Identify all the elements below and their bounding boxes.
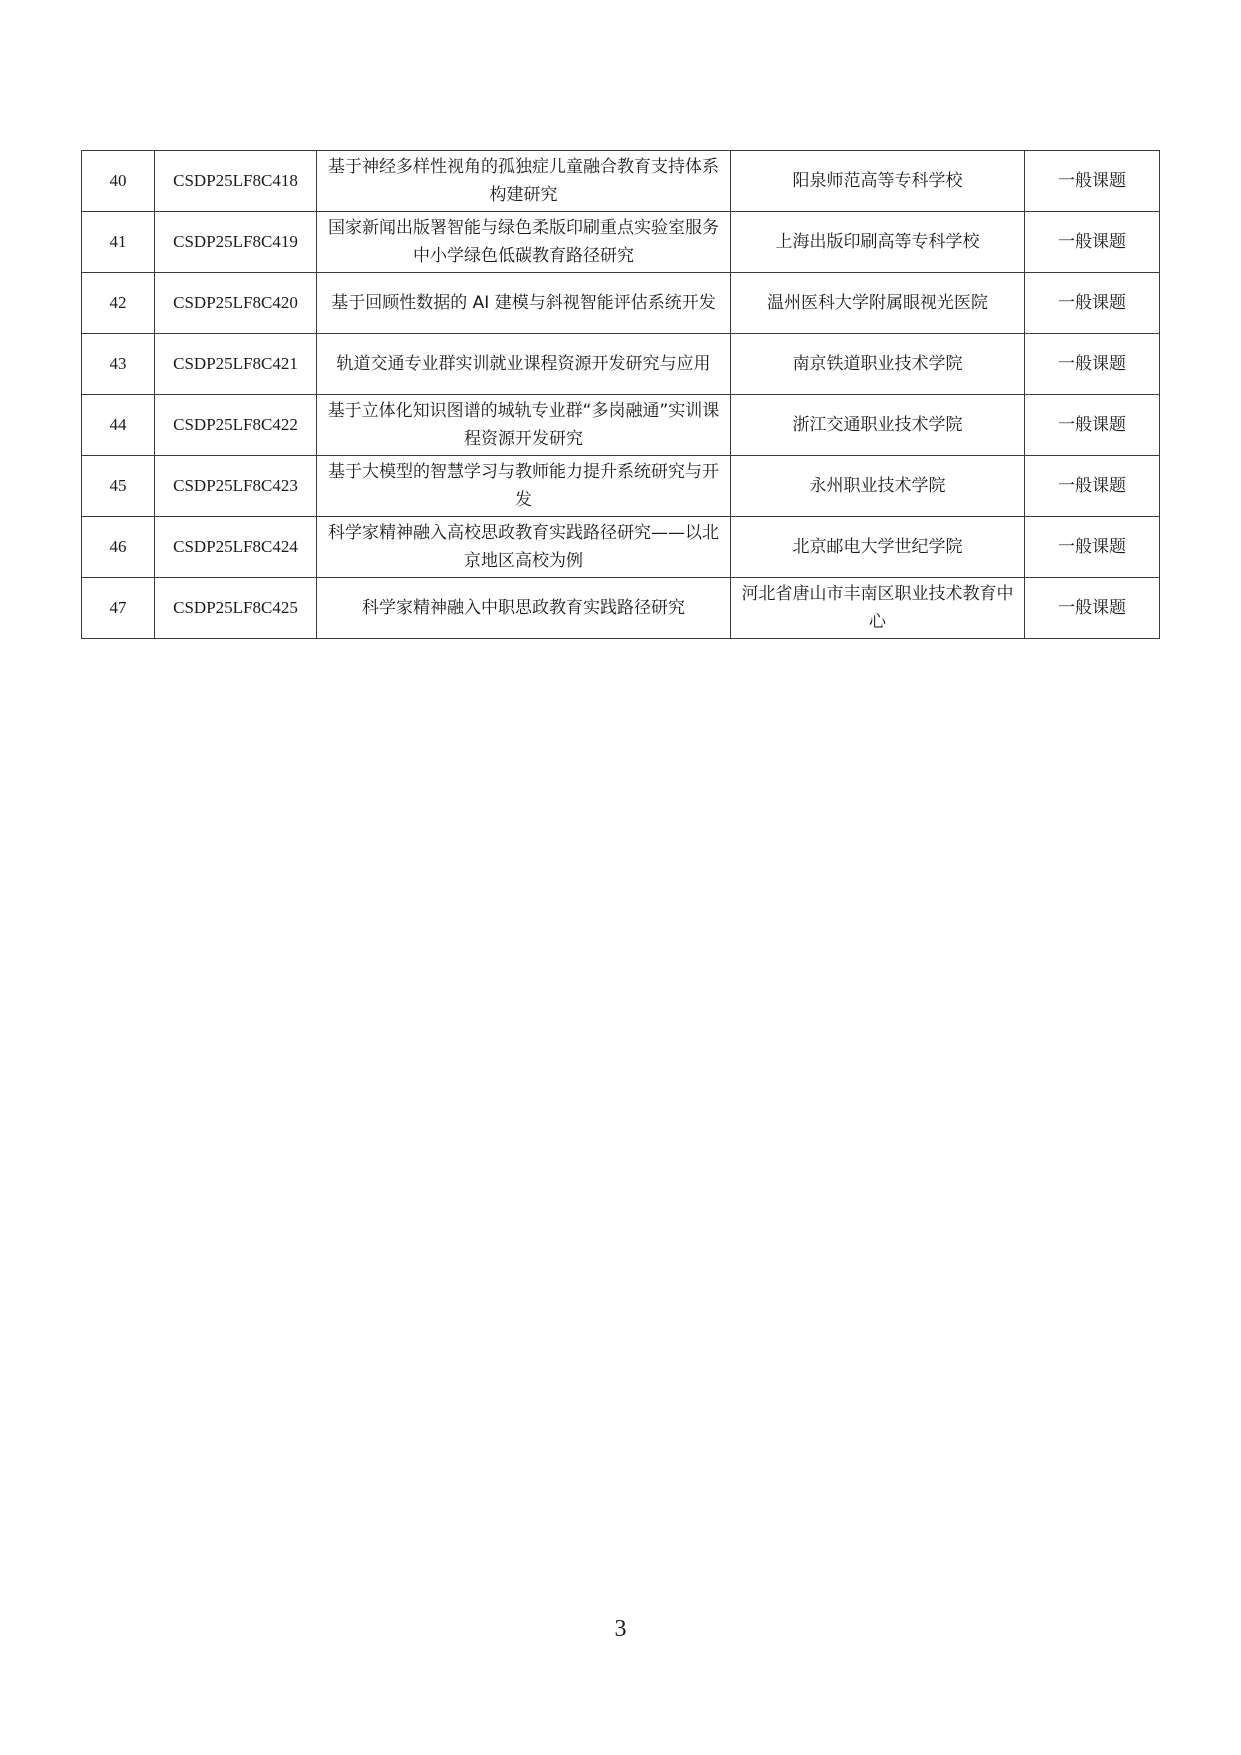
project-code: CSDP25LF8C421: [155, 334, 317, 395]
table-row: [82, 273, 1160, 334]
project-type: 一般课题: [1025, 517, 1160, 578]
project-code: CSDP25LF8C425: [155, 578, 317, 639]
project-code: CSDP25LF8C420: [155, 273, 317, 334]
project-code: CSDP25LF8C424: [155, 517, 317, 578]
project-title: 国家新闻出版署智能与绿色柔版印刷重点实验室服务中小学绿色低碳教育路径研究: [317, 212, 731, 273]
project-type: 一般课题: [1025, 334, 1160, 395]
table-row: [82, 334, 1160, 395]
project-code: CSDP25LF8C419: [155, 212, 317, 273]
row-number: 42: [82, 273, 155, 334]
institution: 永州职业技术学院: [731, 456, 1025, 517]
project-title: 基于大模型的智慧学习与教师能力提升系统研究与开发: [317, 456, 731, 517]
institution: 温州医科大学附属眼视光医院: [731, 273, 1025, 334]
project-code: CSDP25LF8C418: [155, 151, 317, 212]
institution: 河北省唐山市丰南区职业技术教育中心: [731, 578, 1025, 639]
table-row: [82, 578, 1160, 639]
row-number: 47: [82, 578, 155, 639]
row-number: 41: [82, 212, 155, 273]
table-row: [82, 212, 1160, 273]
project-title: 科学家精神融入高校思政教育实践路径研究——以北京地区高校为例: [317, 517, 731, 578]
table-body: [82, 151, 1160, 639]
project-type: 一般课题: [1025, 578, 1160, 639]
project-type: 一般课题: [1025, 212, 1160, 273]
institution: 上海出版印刷高等专科学校: [731, 212, 1025, 273]
project-title: 科学家精神融入中职思政教育实践路径研究: [317, 578, 731, 639]
project-code: CSDP25LF8C423: [155, 456, 317, 517]
row-number: 40: [82, 151, 155, 212]
page-number: 3: [614, 1616, 627, 1642]
row-number: 44: [82, 395, 155, 456]
table-row: [82, 517, 1160, 578]
institution: 浙江交通职业技术学院: [731, 395, 1025, 456]
table-row: [82, 395, 1160, 456]
project-table: [81, 150, 1160, 639]
project-type: 一般课题: [1025, 395, 1160, 456]
row-number: 46: [82, 517, 155, 578]
table-row: [82, 151, 1160, 212]
institution: 阳泉师范高等专科学校: [731, 151, 1025, 212]
project-type: 一般课题: [1025, 151, 1160, 212]
institution: 南京铁道职业技术学院: [731, 334, 1025, 395]
project-title: 基于立体化知识图谱的城轨专业群“多岗融通”实训课程资源开发研究: [317, 395, 731, 456]
row-number: 45: [82, 456, 155, 517]
project-title: 基于回顾性数据的 AI 建模与斜视智能评估系统开发: [317, 273, 731, 334]
project-title: 基于神经多样性视角的孤独症儿童融合教育支持体系构建研究: [317, 151, 731, 212]
project-title: 轨道交通专业群实训就业课程资源开发研究与应用: [317, 334, 731, 395]
institution: 北京邮电大学世纪学院: [731, 517, 1025, 578]
project-type: 一般课题: [1025, 273, 1160, 334]
project-type: 一般课题: [1025, 456, 1160, 517]
table-row: [82, 456, 1160, 517]
project-code: CSDP25LF8C422: [155, 395, 317, 456]
row-number: 43: [82, 334, 155, 395]
